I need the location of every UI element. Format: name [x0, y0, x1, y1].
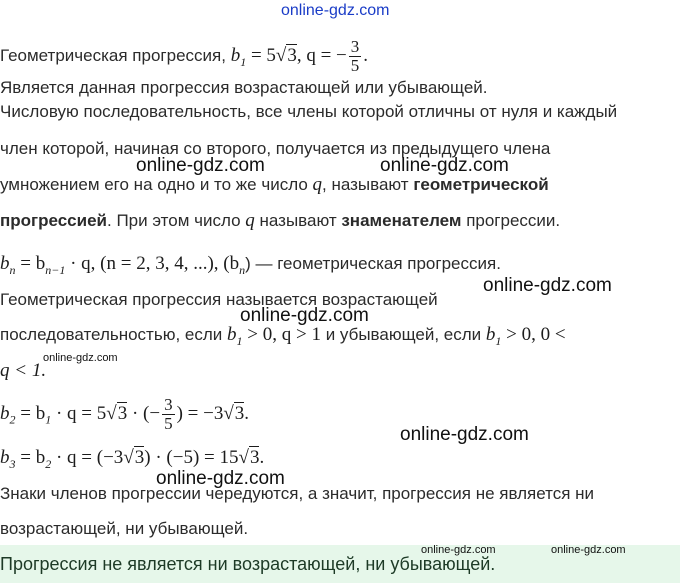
watermark-4: online-gdz.com	[240, 305, 369, 326]
conclusion-line-1: Знаки членов прогрессии чередуются, а значит, прогрессия не является ни	[0, 484, 595, 503]
theory-line-6: Геометрическая прогрессия называется возрастающей	[0, 290, 438, 309]
theory-line-7: последовательностью, если $b_1 > 0$, q > 1 и убывающей, если $b_1 > 0$, 0 <	[0, 324, 566, 348]
problem-intro: Геометрическая прогрессия,	[0, 45, 226, 65]
b2-calculation: $b_2 = b_1 \cdot q = 5√3$ · (− $\frac{3}{5}$ ) = −3√3.	[0, 395, 250, 433]
conclusion-line-2: возрастающей, ни убывающей.	[0, 519, 249, 538]
problem-question: Является данная прогрессия возрастающей или убывающей.	[0, 78, 488, 97]
problem-statement	[0, 38, 368, 75]
theory-line-4: прогрессией. При этом число q называют знаменателем прогрессии.	[0, 210, 561, 231]
theory-line-2: член которой, начиная со второго, получается из предыдущего члена	[0, 139, 551, 158]
theory-line-3: умножением его на одно и то же число q, называют геометрической	[0, 174, 549, 195]
recurrence-formula: $b_n = b_{n-1} \cdot q$, (n = 2, 3, 4, ...), $(b_n)$ — геометрическая прогрессия.	[0, 253, 501, 277]
watermark-top: online-gdz.com	[281, 2, 390, 19]
theory-line-1: Числовую последовательность, все члены которой отличны от нуля и каждый	[0, 102, 618, 121]
b3-calculation: $b_3 = b_2 \cdot q = (-3√3) \cdot (-5) = 15√3$.	[0, 447, 265, 471]
watermark-3: online-gdz.com	[483, 275, 612, 296]
watermark-9: online-gdz.com	[551, 544, 626, 556]
watermark-5: online-gdz.com	[43, 352, 118, 364]
b1-formula: $b_1 = 5√3$, q = − $\frac{3}{5}$ .	[230, 37, 369, 75]
answer-text: Прогрессия не является ни возрастающей, ни убывающей.	[0, 554, 496, 574]
theory-line-8: q < 1.	[0, 360, 47, 381]
watermark-2: online-gdz.com	[380, 155, 509, 176]
watermark-7: online-gdz.com	[156, 468, 285, 489]
watermark-1: online-gdz.com	[136, 155, 265, 176]
watermark-6: online-gdz.com	[400, 424, 529, 445]
watermark-8: online-gdz.com	[421, 544, 496, 556]
